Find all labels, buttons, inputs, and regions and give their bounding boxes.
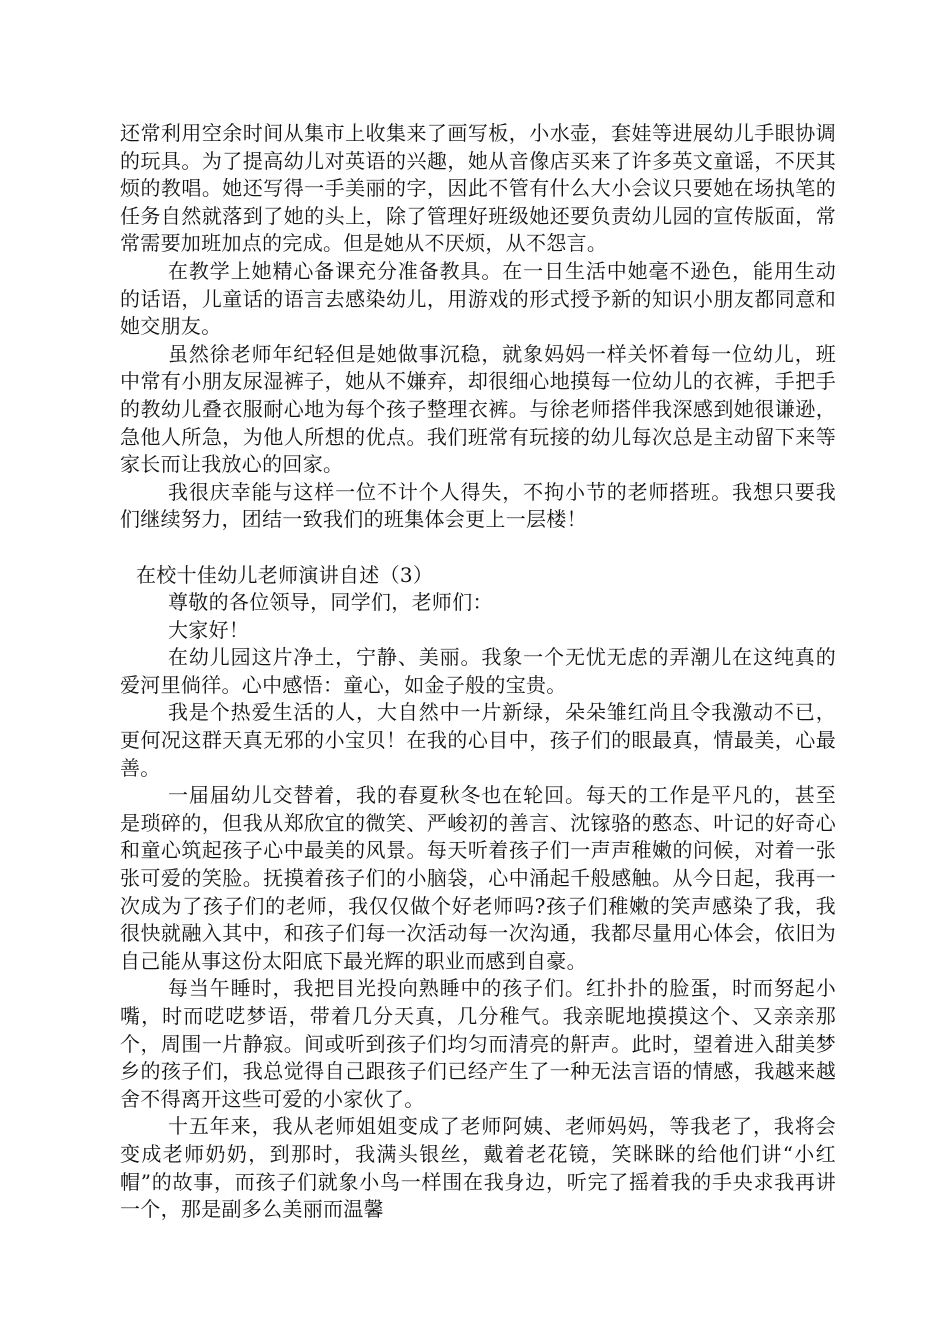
section-title: 在校十佳幼儿老师演讲自述（3） [136, 562, 434, 587]
greeting: 大家好！ [168, 617, 250, 642]
paragraph: 在教学上她精心备课充分准备教具。在一日生活中她毫不逊色，能用生动的话语，儿童话的语言去感染幼儿，用游戏的形式授予新的知识小朋友都同意和她交朋友。 [120, 258, 836, 339]
paragraph: 一届届幼儿交替着，我的春夏秋冬也在轮回。每天的工作是平凡的，甚至是琐碎的，但我从郑欣宜的微笑、严峻初的善言、沈镓骆的憨态、叶记的好奇心和童心筑起孩子心中最美的风景。每天听着孩子们一声声稚嫩的问候，对着一张张可爱的笑脸。抚摸着孩子们的小脑袋，心中涌起千般感触。从今日起，我再一次成为了孩子们的老师，我仅仅做个好老师吗?孩子们稚嫩的笑声感染了我，我很快就融入其中，和孩子们每一次活动每一次沟通，我都尽量用心体会，依旧为自己能从事这份太阳底下最光辉的职业而感到自豪。 [120, 783, 836, 973]
paragraph: 还常利用空余时间从集市上收集来了画写板，小水壶，套娃等进展幼儿手眼协调的玩具。为了提高幼儿对英语的兴趣，她从音像店买来了许多英文童谣，不厌其烦的教唱。她还写得一手美丽的字，因此不管有什么大小会议只要她在场执笔的任务自然就落到了她的头上，除了管理好班级她还要负责幼儿园的宣传版面，常常需要加班加点的完成。但是她从不厌烦，从不怨言。 [120, 121, 836, 256]
paragraph: 我很庆幸能与这样一位不计个人得失，不拘小节的老师搭班。我想只要我们继续努力，团结一致我们的班集体会更上一层楼！ [120, 479, 836, 532]
paragraph: 在幼儿园这片净土，宁静、美丽。我象一个无忧无虑的弄潮儿在这纯真的爱河里倘徉。心中感悟：童心，如金子般的宝贵。 [120, 645, 836, 697]
salutation: 尊敬的各位领导，同学们，老师们： [168, 590, 493, 615]
paragraph: 十五年来，我从老师姐姐变成了老师阿姨、老师妈妈，等我老了，我将会变成老师奶奶，到那时，我满头银丝，戴着老花镜，笑眯眯的给他们讲“小红帽”的故事，而孩子们就象小鸟一样围在我身边，听完了摇着我的手央求我再讲一个，那是副多么美丽而温馨 [120, 1114, 836, 1222]
blank-line [120, 534, 836, 562]
document-page [120, 120, 836, 1224]
paragraph: 每当午睡时，我把目光投向熟睡中的孩子们。红扑扑的脸蛋，时而努起小嘴，时而呓呓梦语，带着几分天真，几分稚气。我亲昵地摸摸这个、又亲亲那个，周围一片静寂。间或听到孩子们均匀而清亮的鼾声。此时，望着进入甜美梦乡的孩子们，我总觉得自己跟孩子们已经产生了一种无法言语的情感，我越来越舍不得离开这些可爱的小家伙了。 [120, 976, 836, 1111]
paragraph: 我是个热爱生活的人，大自然中一片新绿，朵朵雏红尚且令我激动不已，更何况这群天真无邪的小宝贝！在我的心目中，孩子们的眼最真，情最美，心最善。 [120, 700, 836, 780]
paragraph: 虽然徐老师年纪轻但是她做事沉稳，就象妈妈一样关怀着每一位幼儿，班中常有小朋友尿湿裤子，她从不嫌弃，却很细心地摸每一位幼儿的衣裤，手把手的教幼儿叠衣服耐心地为每个孩子整理衣裤。与徐老师搭伴我深感到她很谦逊，急他人所急，为他人所想的优点。我们班常有玩接的幼儿每次总是主动留下来等家长而让我放心的回家。 [120, 341, 836, 477]
